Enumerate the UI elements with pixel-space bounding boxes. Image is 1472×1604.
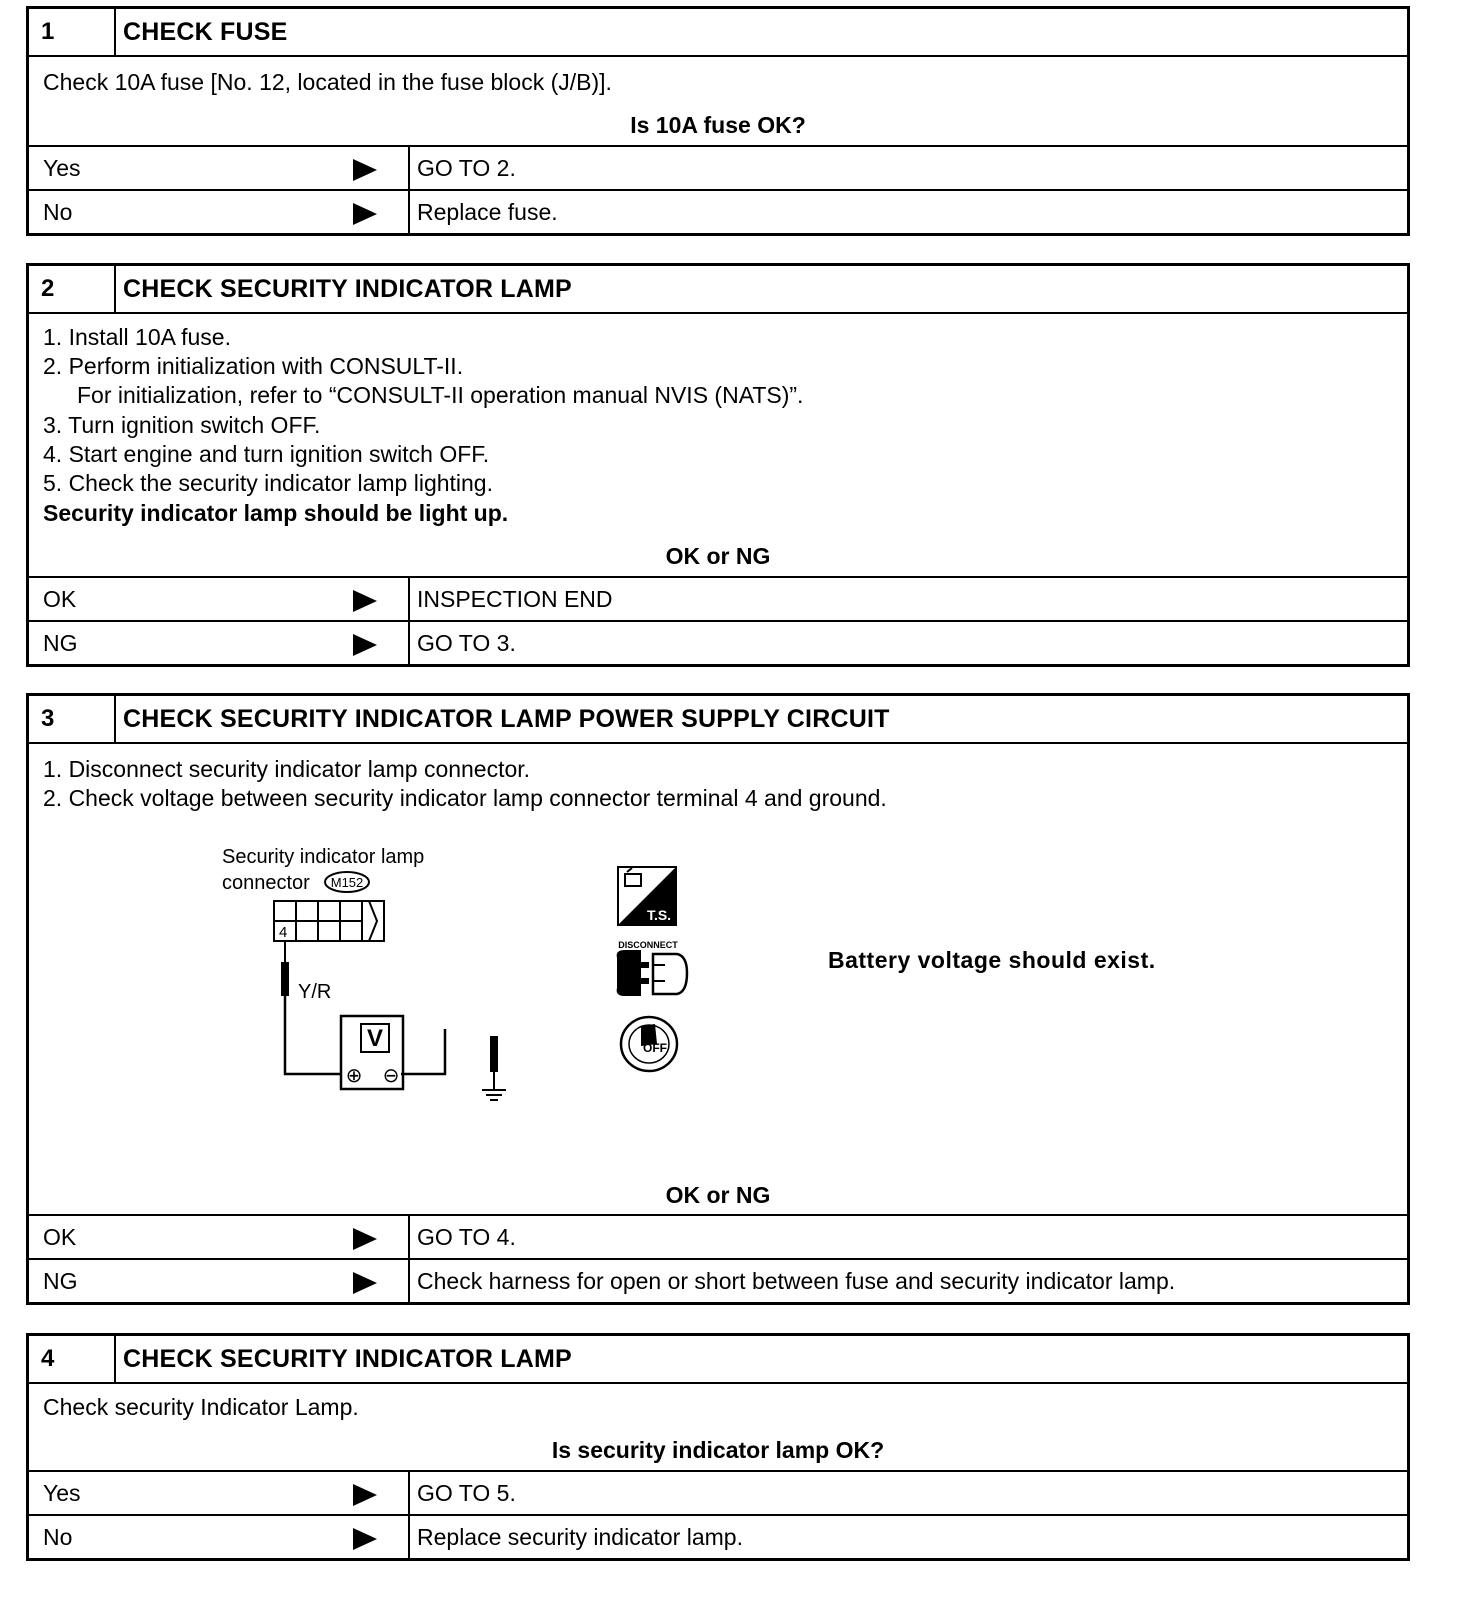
answer-label: NG xyxy=(43,630,78,656)
answer-label: OK xyxy=(43,1224,77,1250)
arrow-icon xyxy=(353,1528,377,1550)
answer-result: GO TO 4. xyxy=(417,1224,516,1250)
answer-row xyxy=(29,1258,1407,1302)
answer-row xyxy=(29,1470,1407,1514)
instruction: 1. Install 10A fuse. xyxy=(43,324,231,350)
instruction: Check security Indicator Lamp. xyxy=(43,1394,359,1420)
step-title: CHECK SECURITY INDICATOR LAMP xyxy=(123,275,572,303)
connector-id-badge xyxy=(325,872,369,892)
arrow-icon xyxy=(353,203,377,225)
step-title: CHECK FUSE xyxy=(123,18,288,46)
key-label: OFF xyxy=(643,1041,667,1055)
instruction: 5. Check the security indicator lamp lighting. xyxy=(43,470,493,496)
answer-row xyxy=(29,1514,1407,1558)
answer-result: GO TO 2. xyxy=(417,155,516,181)
ts-label: T.S. xyxy=(646,907,672,923)
answer-row xyxy=(29,145,1407,189)
step-2 xyxy=(26,263,1410,667)
specification: Battery voltage should exist. xyxy=(828,947,1156,973)
instruction: 4. Start engine and turn ignition switch OFF. xyxy=(43,441,490,467)
voltage-check-diagram xyxy=(29,744,1409,1214)
step-title: CHECK SECURITY INDICATOR LAMP xyxy=(123,1345,572,1373)
minus-terminal: ⊖ xyxy=(382,1063,400,1087)
arrow-icon xyxy=(353,1272,377,1294)
arrow-icon xyxy=(353,634,377,656)
answer-result: Replace fuse. xyxy=(417,199,558,225)
instruction: 1. Disconnect security indicator lamp connector. xyxy=(43,756,531,782)
question: Is security indicator lamp OK? xyxy=(551,1437,885,1463)
ground-lead xyxy=(401,1029,498,1090)
ignition-off-icon xyxy=(621,1017,677,1071)
voltmeter-icon xyxy=(341,1016,403,1089)
step-title: CHECK SECURITY INDICATOR LAMP POWER SUPPLY CIRCUIT xyxy=(123,705,890,733)
step-body xyxy=(29,57,1407,145)
answer-label: Yes xyxy=(43,155,81,181)
answer-label: No xyxy=(43,1524,73,1550)
instruction: Check 10A fuse [No. 12, located in the fuse block (J/B)]. xyxy=(43,69,612,95)
answer-row xyxy=(29,189,1407,233)
step-header xyxy=(29,9,1407,57)
step-header xyxy=(29,1336,1407,1384)
answer-result: GO TO 5. xyxy=(417,1480,516,1506)
step-number: 1 xyxy=(29,9,116,55)
step-1 xyxy=(26,6,1410,236)
step-body xyxy=(29,744,1407,1214)
arrow-icon xyxy=(353,590,377,612)
answer-row xyxy=(29,576,1407,620)
meter-label: V xyxy=(366,1025,384,1052)
answer-result: GO TO 3. xyxy=(417,630,516,656)
answer-row xyxy=(29,1214,1407,1258)
question: OK or NG xyxy=(665,543,771,569)
arrow-icon xyxy=(353,159,377,181)
step-body xyxy=(29,1384,1407,1470)
question: Is 10A fuse OK? xyxy=(630,112,806,138)
connector-id: M152 xyxy=(330,875,364,890)
ts-icon xyxy=(618,867,676,925)
disconnect-icon xyxy=(617,940,687,996)
instruction: For initialization, refer to “CONSULT-II operation manual NVIS (NATS)”. xyxy=(77,382,804,408)
disconnect-label: DISCONNECT xyxy=(618,940,678,950)
specification: Security indicator lamp should be light up. xyxy=(43,500,509,526)
connector-label: Security indicator lamp xyxy=(222,846,425,868)
ground-icon xyxy=(482,1090,506,1100)
arrow-icon xyxy=(353,1484,377,1506)
instruction: 2. Perform initialization with CONSULT-II. xyxy=(43,353,464,379)
question: OK or NG xyxy=(665,1182,771,1208)
terminal-number: 4 xyxy=(279,924,288,941)
answer-result: INSPECTION END xyxy=(417,586,613,612)
answer-row xyxy=(29,620,1407,664)
plus-terminal: ⊕ xyxy=(345,1063,363,1087)
answer-label: No xyxy=(43,199,73,225)
step-body xyxy=(29,314,1407,576)
step-number: 2 xyxy=(29,266,116,312)
step-number: 4 xyxy=(29,1336,116,1382)
instruction: 2. Check voltage between security indicator lamp connector terminal 4 and ground. xyxy=(43,785,887,811)
instruction: 3. Turn ignition switch OFF. xyxy=(43,412,321,438)
answer-label: OK xyxy=(43,586,77,612)
step-header xyxy=(29,266,1407,314)
step-header xyxy=(29,696,1407,744)
answer-label: Yes xyxy=(43,1480,81,1506)
step-3 xyxy=(26,693,1410,1305)
step-4 xyxy=(26,1333,1410,1561)
connector-label: connector xyxy=(222,872,310,894)
step-number: 3 xyxy=(29,696,116,742)
answer-result: Replace security indicator lamp. xyxy=(417,1524,743,1550)
answer-result: Check harness for open or short between fuse and security indicator lamp. xyxy=(417,1268,1176,1294)
arrow-icon xyxy=(353,1228,377,1250)
connector-block xyxy=(274,901,384,941)
wire-color-label: Y/R xyxy=(298,981,332,1003)
answer-label: NG xyxy=(43,1268,78,1294)
